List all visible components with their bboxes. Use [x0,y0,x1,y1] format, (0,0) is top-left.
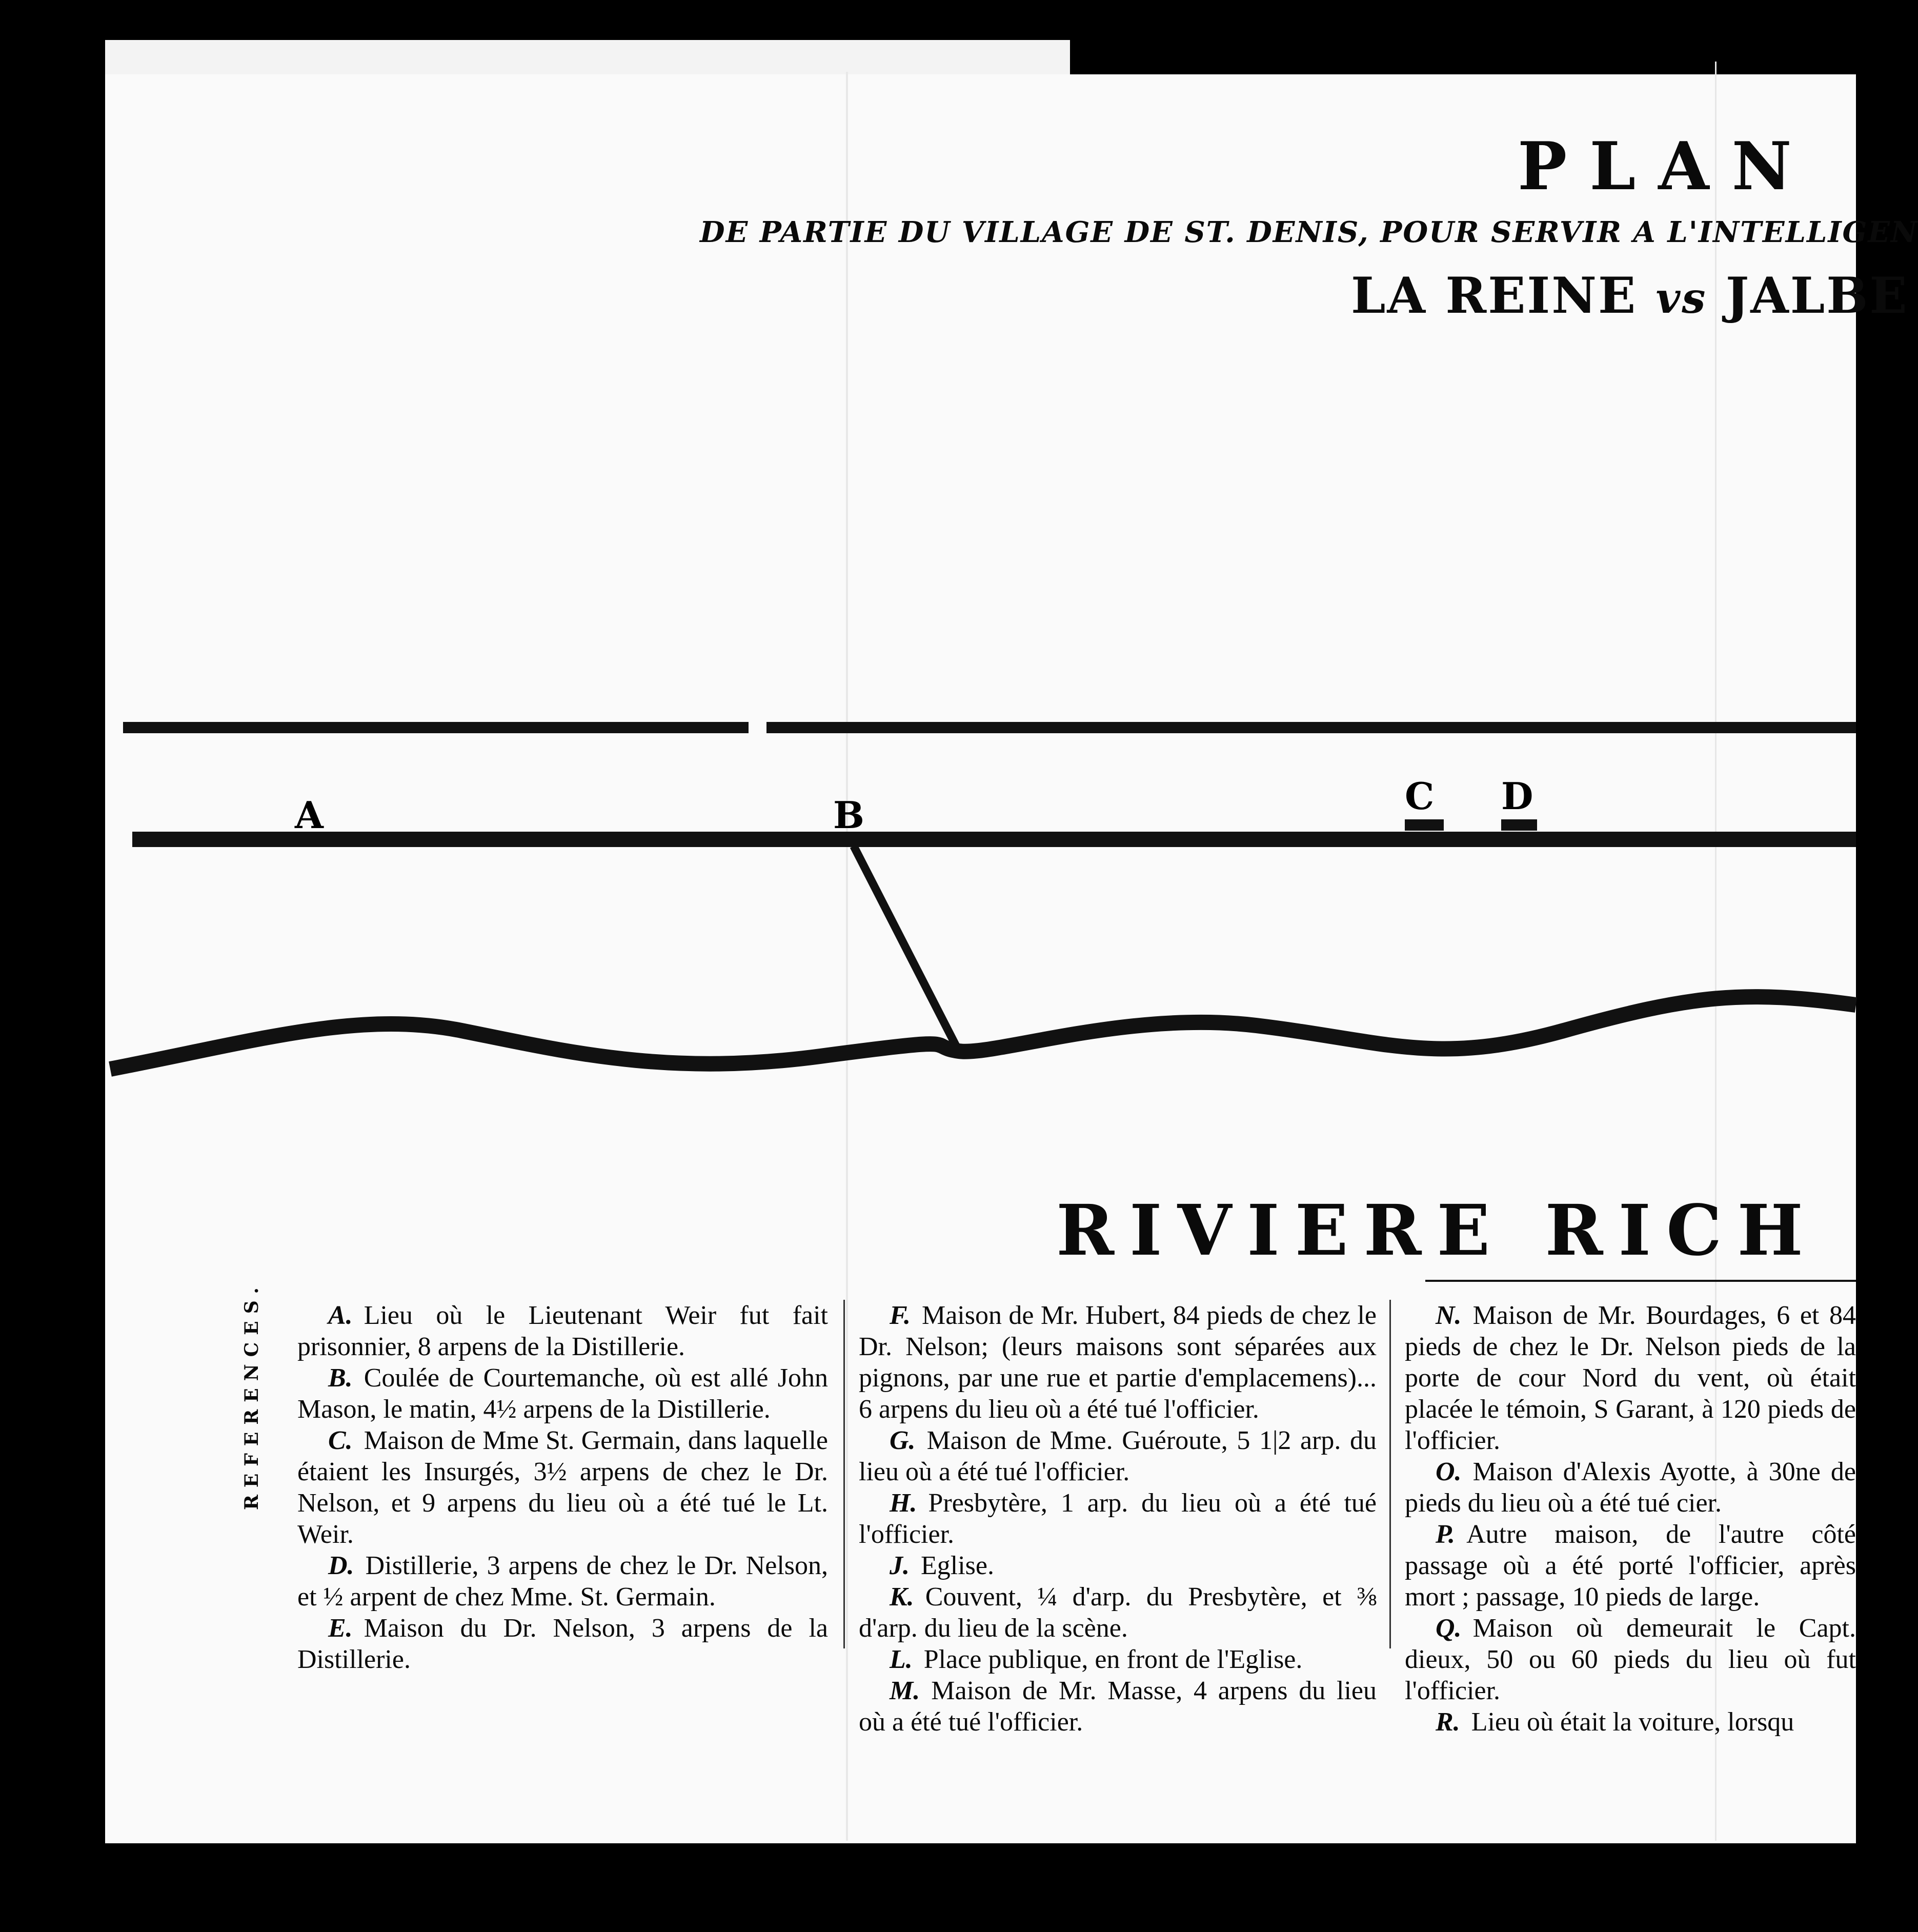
references-column-3 [1405,1300,1856,1737]
references-column-1 [297,1300,828,1675]
reference-item: N. Maison de Mr. Bourdages, 6 et 84 pieds de chez le Dr. Nelson pieds de la porte de cour Nord du vent, où était placée le témoin, S Garant, à 120 pieds de l'officier. [1405,1301,1856,1455]
reference-item: P. Autre maison, de l'autre côté passage où a été porté l'officier, après mort ; passage, 10 pieds de large. [1405,1520,1856,1612]
reference-item: H. Presbytère, 1 arp. du lieu où a été tué l'officier. [859,1488,1377,1549]
page-subtitle: DE PARTIE DU VILLAGE DE ST. DENIS, POUR SERVIR A L'INTELLIGEN [700,215,1918,249]
river-label: RIVIERE RICH [1056,1190,1819,1272]
reference-item: C. Maison de Mme St. Germain, dans laquelle étaient les Insurgés, 3½ arpens de chez le Dr. Nelson, et 9 arpens du lieu où a été tué le Lt. Weir. [297,1426,828,1549]
case-plaintiff: LA REINE [1351,267,1638,325]
building-c-marker [1405,819,1444,831]
river-bank [110,997,1856,1069]
upper-road [123,722,749,733]
column-divider [843,1300,845,1648]
reference-item: F. Maison de Mr. Hubert, 84 pieds de chez le Dr. Nelson; (leurs maisons sont séparées aux pignons, par une rue et partie d'emplacemens)... 6 arpens du lieu où a été tué l'officier. [859,1301,1377,1424]
map-label-c: C [1405,774,1435,818]
references-label: REFERENCES. [241,1280,263,1510]
reference-item: E. Maison du Dr. Nelson, 3 arpens de la Distillerie. [297,1614,828,1674]
references-column-2 [859,1300,1377,1738]
map-label-a: A [295,793,324,837]
upper-road-right [766,722,1856,733]
reference-item: L. Place publique, en front de l'Eglise. [890,1645,1303,1674]
lower-road [132,832,1856,847]
reference-item: O. Maison d'Alexis Ayotte, à 30ne de pieds du lieu où a été tué cier. [1405,1457,1856,1518]
reference-item: M. Maison de Mr. Masse, 4 arpens du lieu où a été tué l'officier. [859,1676,1377,1737]
river-underline [1425,1280,1856,1282]
reference-item: A. Lieu où le Lieutenant Weir fut fait prisonnier, 8 arpens de la Distillerie. [297,1301,828,1361]
map-label-d: D [1501,774,1533,818]
case-versus: vs [1655,274,1707,323]
building-d-marker [1501,819,1537,831]
reference-item: J. Eglise. [890,1551,994,1580]
reference-item: B. Coulée de Courtemanche, où est allé John Mason, le matin, 4½ arpens de la Distillerie. [297,1363,828,1424]
reference-item: G. Maison de Mme. Guéroute, 5 1|2 arp. du lieu où a été tué l'officier. [859,1426,1377,1486]
reference-item: R. Lieu où était la voiture, lorsqu [1436,1707,1794,1737]
case-defendant: JALBE [1725,267,1909,325]
coulee-path [854,846,959,1051]
map-label-b: B [833,793,864,837]
column-divider [1389,1300,1391,1648]
reference-item: D. Distillerie, 3 arpens de chez le Dr. Nelson, et ½ arpent de chez Mme. St. Germain. [297,1551,828,1612]
reference-item: Q. Maison où demeurait le Capt. dieux, 50 ou 60 pieds du lieu où fut l'officier. [1405,1614,1856,1705]
reference-item: K. Couvent, ¼ d'arp. du Presbytère, et ⅜ d'arp. du lieu de la scène. [859,1582,1377,1643]
page-title: PLAN [1518,128,1814,205]
